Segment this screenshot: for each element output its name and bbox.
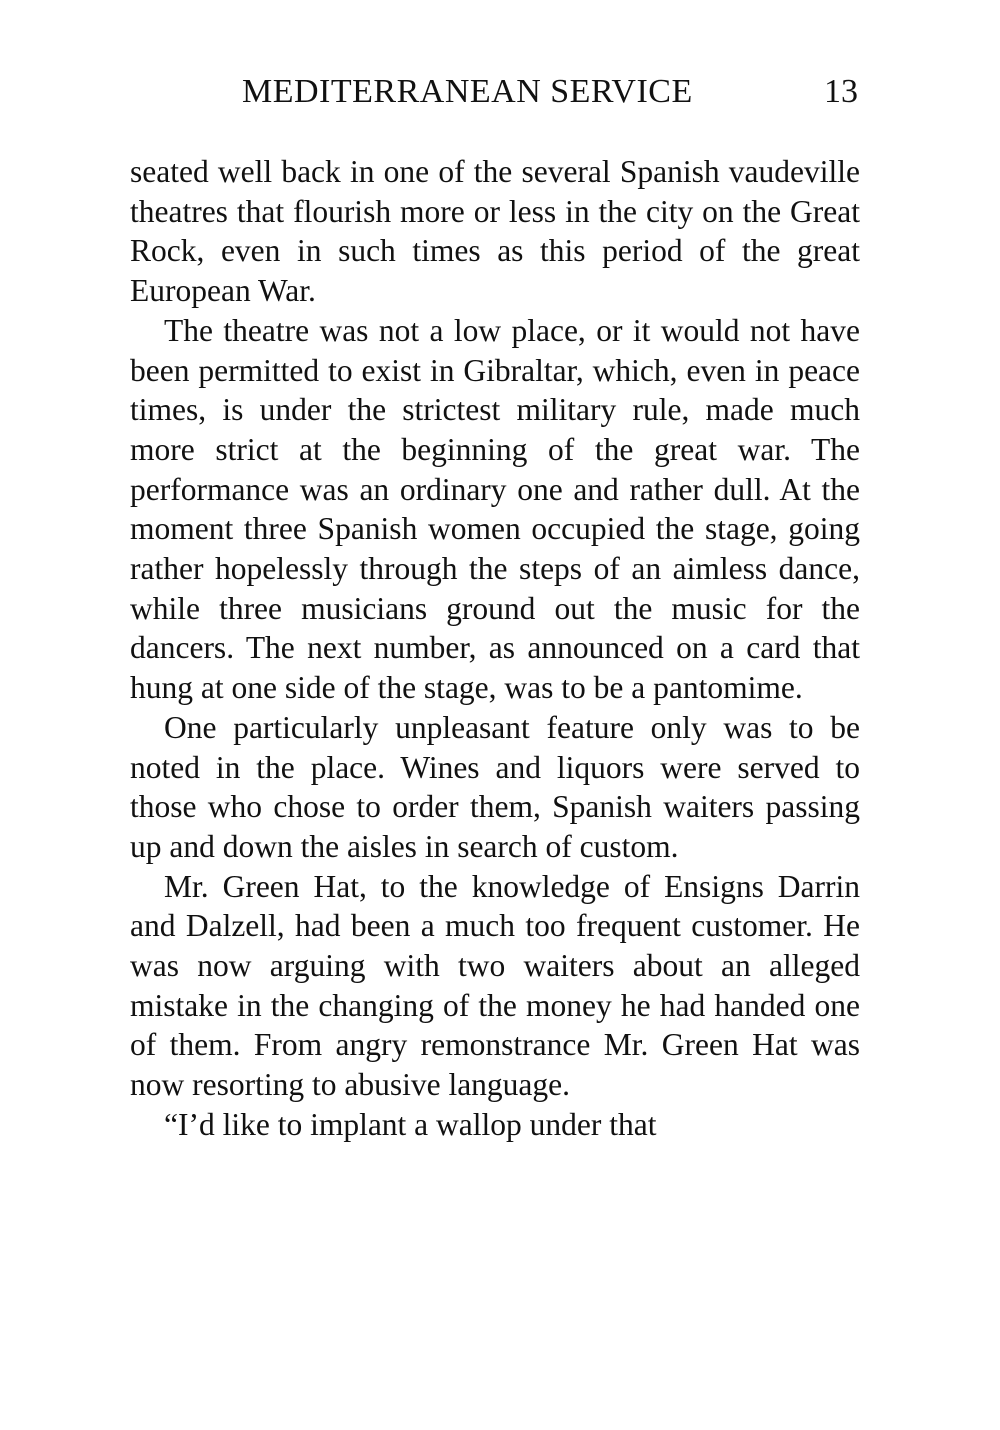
paragraph-2: The theatre was not a low place, or it would not have been permitted to exist in Gibraltar, which, even in peace times, is under the strictest military rule, made much more strict at the beginning of the great war. The performance was an ordinary one and rather dull. At the moment three Spanish women occupied the stage, going rather hopelessly through the steps of an aimless dance, while three musicians ground out the music for the dancers. The next number, as announced on a card that hung at one side of the stage, was to be a pantomime.: [130, 312, 860, 706]
running-head: [130, 72, 858, 112]
running-title: MEDITERRANEAN SERVICE: [242, 73, 693, 110]
paragraph-1: seated well back in one of the several Spanish vaudeville theatres that flourish more or less in the city on the Great Rock, even in such times as this period of the great European War.: [130, 154, 860, 309]
paragraph-4: Mr. Green Hat, to the knowledge of Ensigns Darrin and Dalzell, had been a much too frequent customer. He was now arguing with two waiters about an alleged mistake in the changing of the money he had handed one of them. From angry remonstrance Mr. Green Hat was now resorting to abusive language.: [130, 868, 860, 1103]
body-text: [130, 152, 860, 1145]
page-number: 13: [824, 73, 858, 110]
paragraph-3: One particularly unpleasant feature only was to be noted in the place. Wines and liquors were served to those who chose to order them, Spanish waiters passing up and down the aisles in search of custom.: [130, 709, 860, 864]
paragraph-5: “I’d like to implant a wallop under that: [164, 1106, 657, 1142]
